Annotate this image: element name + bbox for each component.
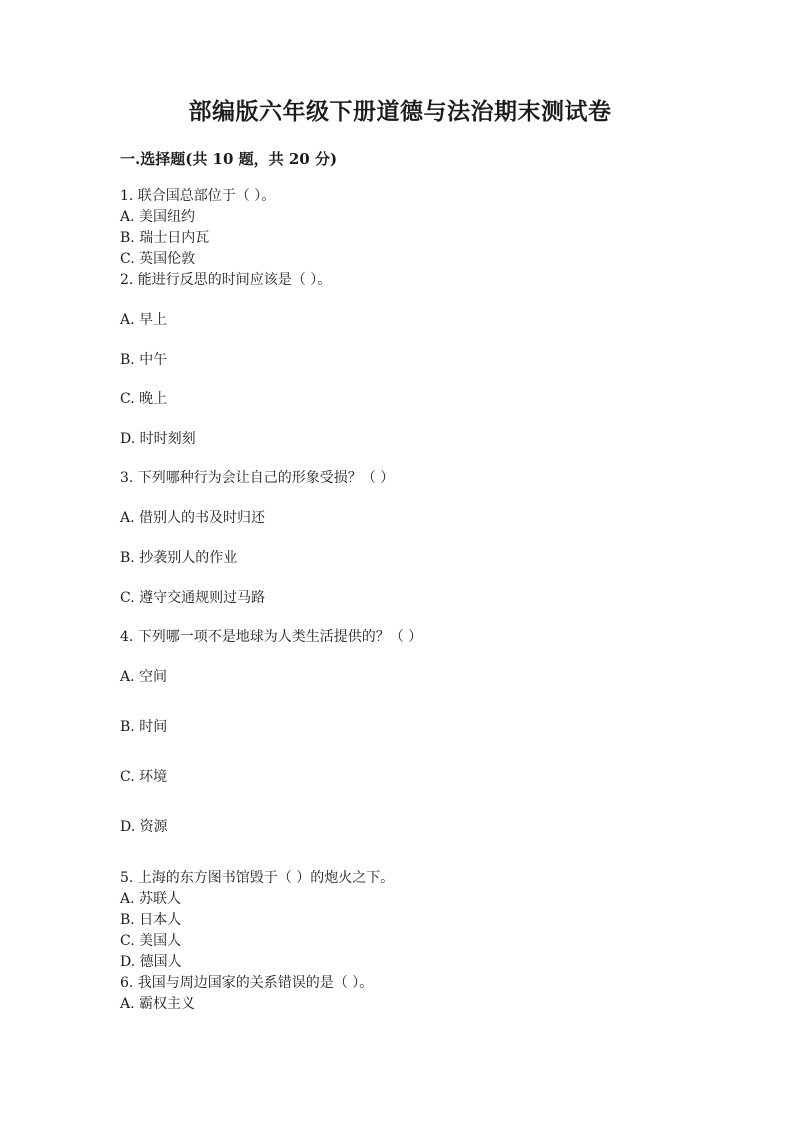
answer-option: B. 抄袭别人的作业 bbox=[120, 550, 238, 566]
answer-option: A. 美国纽约 bbox=[120, 209, 196, 225]
question-stem: 3. 下列哪种行为会让自己的形象受损？（ ） bbox=[120, 470, 395, 486]
answer-option: C. 遵守交通规则过马路 bbox=[120, 590, 266, 606]
answer-option: A. 苏联人 bbox=[120, 891, 182, 907]
answer-option: A. 空间 bbox=[120, 669, 168, 685]
question-stem: 6. 我国与周边国家的关系错误的是（ ）。 bbox=[120, 975, 374, 991]
question-stem: 1. 联合国总部位于（ ）。 bbox=[120, 188, 276, 204]
question-stem: 5. 上海的东方图书馆毁于（ ）的炮火之下。 bbox=[120, 870, 395, 886]
answer-option: B. 瑞士日内瓦 bbox=[120, 230, 210, 246]
answer-option: C. 晚上 bbox=[120, 391, 168, 407]
answer-option: A. 早上 bbox=[120, 312, 168, 328]
exam-title: 部编版六年级下册道德与法治期末测试卷 bbox=[188, 98, 612, 125]
answer-option: C. 英国伦敦 bbox=[120, 251, 196, 267]
answer-option: C. 美国人 bbox=[120, 933, 182, 949]
answer-option: B. 日本人 bbox=[120, 912, 182, 928]
answer-option: A. 霸权主义 bbox=[120, 996, 196, 1012]
answer-option: C. 环境 bbox=[120, 769, 168, 785]
question-stem: 4. 下列哪一项不是地球为人类生活提供的？（ ） bbox=[120, 629, 423, 645]
answer-option: B. 时间 bbox=[120, 719, 168, 735]
answer-option: D. 德国人 bbox=[120, 954, 182, 970]
answer-option: D. 资源 bbox=[120, 819, 168, 835]
answer-option: B. 中午 bbox=[120, 352, 168, 368]
answer-option: D. 时时刻刻 bbox=[120, 431, 196, 447]
section-heading: 一.选择题(共 10 题，共 20 分) bbox=[120, 150, 338, 168]
answer-option: A. 借别人的书及时归还 bbox=[120, 510, 266, 526]
question-stem: 2. 能进行反思的时间应该是（ ）。 bbox=[120, 272, 332, 288]
